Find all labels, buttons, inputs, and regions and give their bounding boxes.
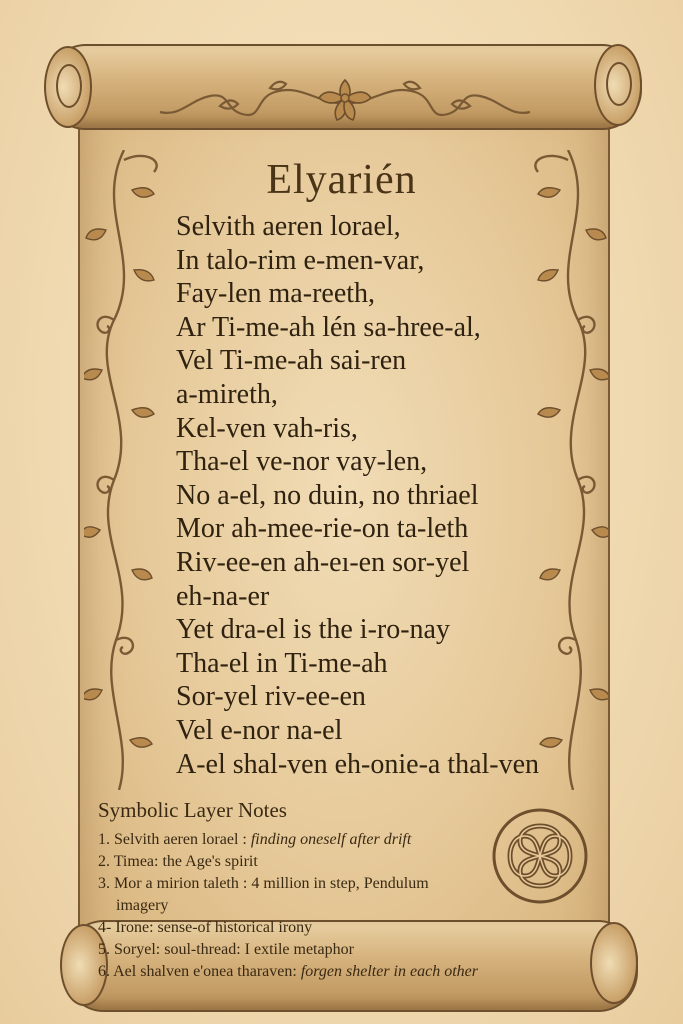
poem-line: Vel Ti-me-ah sai-ren <box>176 345 407 377</box>
note-item <box>98 961 538 983</box>
floral-flourish-icon <box>150 62 540 132</box>
notes-heading: Symbolic Layer Notes <box>98 798 287 822</box>
note-term: Mor a mirion taleth : <box>114 875 248 892</box>
note-term: Timea: <box>113 853 159 870</box>
note-number: 1. <box>98 831 110 848</box>
poem-line: Kel-ven vah-ris, <box>176 412 358 444</box>
note-gloss: forgen shelter in each other <box>300 963 478 980</box>
poem-line: Yet dra-el is the i-ro-nay <box>176 614 450 646</box>
scroll-curl-left <box>56 64 82 108</box>
poem-line: Tha-el ve-nor vay-len, <box>176 446 428 478</box>
poem-line: Selvith aeren lorael, <box>176 211 401 242</box>
note-term: Ael shalven e'onea tharaven: <box>113 963 297 980</box>
note-item-continuation: imagery <box>116 897 169 914</box>
note-item <box>98 851 538 873</box>
note-number: 3. <box>98 875 110 892</box>
poem-line: A-el shal-ven eh-onie-a thal-ven <box>176 748 540 780</box>
poem-line: a-mireth, <box>176 378 278 410</box>
note-item <box>98 917 538 939</box>
note-gloss: soul-thread: I extile metaphor <box>164 941 354 958</box>
note-number: 4- <box>98 919 112 936</box>
poem-line: Sor-yel riv-ee-en <box>176 681 366 713</box>
poem-line: No a-el, no duin, no thriael <box>176 479 479 511</box>
poem-line: Vel e-nor na-el <box>176 714 343 746</box>
poem-line: In talo-rim e-men-var, <box>176 244 425 276</box>
poem-body <box>176 210 616 781</box>
poem-line: eh-na-er <box>176 580 270 612</box>
scroll-curl-right <box>606 62 632 106</box>
poem-line: Tha-el in Ti-me-ah <box>176 647 388 679</box>
note-gloss: the Age's spirit <box>162 853 258 870</box>
note-item <box>98 829 538 851</box>
left-vine-ornament <box>84 150 164 790</box>
note-number: 5. <box>98 941 110 958</box>
note-item <box>98 939 538 961</box>
note-gloss: finding oneself after drift <box>250 831 412 848</box>
symbolic-notes <box>98 798 538 983</box>
poem-line: Ar Ti-me-ah lén sa-hree-al, <box>176 311 481 343</box>
scroll-bottom-right-end <box>590 922 638 1004</box>
note-number: 6. <box>98 963 110 980</box>
celtic-knot-icon <box>490 806 590 906</box>
note-gloss: 4 million in step, Pendulum <box>251 875 429 892</box>
poem-title: Elyarién <box>266 157 417 203</box>
poem-line: Fay-len ma-reeth, <box>176 278 376 310</box>
poem-line: Mor ah-mee-rie-on ta-leth <box>176 513 469 545</box>
note-term: Irone: <box>115 919 154 936</box>
note-term: Soryel: <box>114 941 161 958</box>
note-gloss: sense-of historical irony <box>157 919 313 936</box>
poem-line: Riv-ee-en ah-eı-en sor-yel <box>176 546 470 578</box>
note-number: 2. <box>98 853 110 870</box>
note-item <box>98 873 538 895</box>
note-term: Selvith aeren lorael : <box>114 831 247 848</box>
